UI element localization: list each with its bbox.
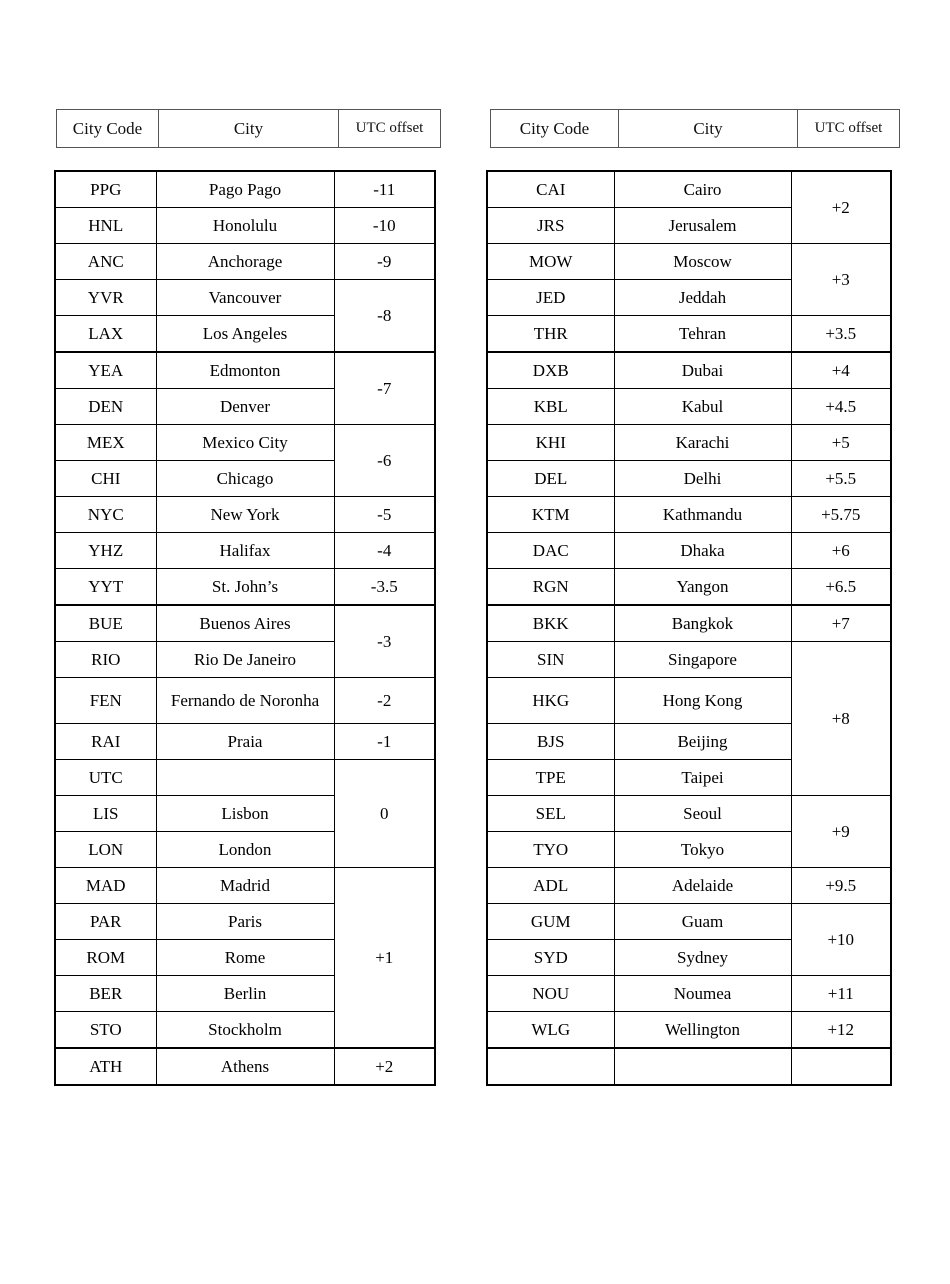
utc-offset-cell: +2 xyxy=(334,1048,435,1085)
utc-offset-cell: -3 xyxy=(334,605,435,678)
city-code-cell: LIS xyxy=(55,796,156,832)
table-row xyxy=(487,533,891,569)
utc-offset-cell: -4 xyxy=(334,533,435,569)
table-row xyxy=(487,497,891,533)
table-row xyxy=(487,868,891,904)
city-code-cell: PPG xyxy=(55,171,156,208)
city-name-cell: Halifax xyxy=(156,533,334,569)
city-name-cell: Anchorage xyxy=(156,244,334,280)
left-timezone-table xyxy=(54,170,436,1086)
utc-offset-cell: +3.5 xyxy=(791,316,891,353)
table-row xyxy=(487,1048,891,1085)
table-row xyxy=(55,605,435,642)
city-code-cell xyxy=(487,1048,614,1085)
city-name-cell: Seoul xyxy=(614,796,791,832)
city-code-cell: NOU xyxy=(487,976,614,1012)
right-timezone-table xyxy=(486,170,892,1086)
city-name-cell: Moscow xyxy=(614,244,791,280)
city-name-cell: Dubai xyxy=(614,352,791,389)
city-code-cell: GUM xyxy=(487,904,614,940)
utc-offset-cell: -1 xyxy=(334,724,435,760)
left-header-table xyxy=(56,109,441,148)
city-code-cell: ATH xyxy=(55,1048,156,1085)
city-code-cell: DXB xyxy=(487,352,614,389)
city-name-cell: New York xyxy=(156,497,334,533)
city-code-cell: JED xyxy=(487,280,614,316)
city-code-cell: TYO xyxy=(487,832,614,868)
city-name-cell: Dhaka xyxy=(614,533,791,569)
table-row xyxy=(487,976,891,1012)
city-name-cell: Rome xyxy=(156,940,334,976)
city-name-cell: Athens xyxy=(156,1048,334,1085)
city-code-cell: KHI xyxy=(487,425,614,461)
city-code-cell: LAX xyxy=(55,316,156,353)
utc-offset-cell: -6 xyxy=(334,425,435,497)
city-name-cell: Edmonton xyxy=(156,352,334,389)
city-code-cell: MOW xyxy=(487,244,614,280)
city-name-cell: Bangkok xyxy=(614,605,791,642)
city-code-cell: YEA xyxy=(55,352,156,389)
utc-offset-cell: +12 xyxy=(791,1012,891,1049)
city-name-cell: Beijing xyxy=(614,724,791,760)
utc-offset-cell: +6 xyxy=(791,533,891,569)
utc-offset-cell: +4 xyxy=(791,352,891,389)
city-name-cell: Mexico City xyxy=(156,425,334,461)
city-name-cell: Vancouver xyxy=(156,280,334,316)
table-row xyxy=(55,724,435,760)
city-code-cell: KTM xyxy=(487,497,614,533)
table-row xyxy=(55,244,435,280)
city-name-cell: Tehran xyxy=(614,316,791,353)
city-code-cell: LON xyxy=(55,832,156,868)
city-code-cell: BER xyxy=(55,976,156,1012)
city-name-cell xyxy=(156,760,334,796)
utc-offset-cell: +5.75 xyxy=(791,497,891,533)
city-name-cell: Berlin xyxy=(156,976,334,1012)
city-code-cell: RAI xyxy=(55,724,156,760)
table-row xyxy=(487,796,891,832)
utc-offset-cell: +2 xyxy=(791,171,891,244)
table-row xyxy=(55,760,435,796)
city-code-cell: YYT xyxy=(55,569,156,606)
table-row xyxy=(487,389,891,425)
city-name-cell: Yangon xyxy=(614,569,791,606)
city-name-cell: London xyxy=(156,832,334,868)
utc-offset-cell: -9 xyxy=(334,244,435,280)
utc-offset-cell: +5.5 xyxy=(791,461,891,497)
city-name-cell: Chicago xyxy=(156,461,334,497)
utc-offset-cell: +9.5 xyxy=(791,868,891,904)
utc-offset-cell: -11 xyxy=(334,171,435,208)
city-code-cell: CHI xyxy=(55,461,156,497)
city-name-cell: Pago Pago xyxy=(156,171,334,208)
utc-offset-cell: +8 xyxy=(791,642,891,796)
city-name-cell: Buenos Aires xyxy=(156,605,334,642)
city-name-cell: Taipei xyxy=(614,760,791,796)
city-name-cell: Karachi xyxy=(614,425,791,461)
city-name-cell: Sydney xyxy=(614,940,791,976)
city-name-cell: Madrid xyxy=(156,868,334,904)
utc-offset-cell: -5 xyxy=(334,497,435,533)
city-name-cell: Honolulu xyxy=(156,208,334,244)
city-code-cell: BJS xyxy=(487,724,614,760)
city-code-cell: UTC xyxy=(55,760,156,796)
city-code-cell: SEL xyxy=(487,796,614,832)
table-row xyxy=(487,425,891,461)
city-code-cell: SIN xyxy=(487,642,614,678)
header-utc-offset: UTC offset xyxy=(339,110,441,148)
city-code-cell: PAR xyxy=(55,904,156,940)
utc-offset-cell: +6.5 xyxy=(791,569,891,606)
city-code-cell: NYC xyxy=(55,497,156,533)
table-row xyxy=(55,425,435,461)
city-code-cell: FEN xyxy=(55,678,156,724)
utc-offset-cell: 0 xyxy=(334,760,435,868)
header-city: City xyxy=(159,110,339,148)
city-name-cell: Stockholm xyxy=(156,1012,334,1049)
utc-offset-cell: -7 xyxy=(334,352,435,425)
utc-offset-cell xyxy=(791,1048,891,1085)
city-name-cell: Tokyo xyxy=(614,832,791,868)
table-row xyxy=(55,280,435,316)
city-name-cell: Singapore xyxy=(614,642,791,678)
right-header-table xyxy=(490,109,900,148)
city-code-cell: ADL xyxy=(487,868,614,904)
table-row xyxy=(55,868,435,904)
city-name-cell: Paris xyxy=(156,904,334,940)
city-code-cell: TPE xyxy=(487,760,614,796)
city-code-cell: MAD xyxy=(55,868,156,904)
table-row xyxy=(487,1012,891,1049)
table-row xyxy=(55,208,435,244)
city-code-cell: YVR xyxy=(55,280,156,316)
table-row xyxy=(487,642,891,678)
city-code-cell: HNL xyxy=(55,208,156,244)
city-code-cell: BUE xyxy=(55,605,156,642)
city-name-cell: Los Angeles xyxy=(156,316,334,353)
city-name-cell: Kathmandu xyxy=(614,497,791,533)
table-row xyxy=(487,569,891,606)
header-utc-offset: UTC offset xyxy=(798,110,900,148)
city-name-cell: Fernando de Noronha xyxy=(156,678,334,724)
city-name-cell: Hong Kong xyxy=(614,678,791,724)
utc-offset-cell: +10 xyxy=(791,904,891,976)
table-row xyxy=(55,497,435,533)
city-name-cell: Guam xyxy=(614,904,791,940)
table-row xyxy=(55,171,435,208)
city-code-cell: STO xyxy=(55,1012,156,1049)
utc-offset-cell: +9 xyxy=(791,796,891,868)
city-code-cell: THR xyxy=(487,316,614,353)
utc-offset-cell: -3.5 xyxy=(334,569,435,606)
utc-offset-cell: -2 xyxy=(334,678,435,724)
city-code-cell: DAC xyxy=(487,533,614,569)
city-name-cell: Noumea xyxy=(614,976,791,1012)
header-city: City xyxy=(619,110,798,148)
utc-offset-cell: -8 xyxy=(334,280,435,353)
city-code-cell: JRS xyxy=(487,208,614,244)
table-row xyxy=(487,605,891,642)
city-name-cell: Kabul xyxy=(614,389,791,425)
city-code-cell: WLG xyxy=(487,1012,614,1049)
utc-offset-cell: -10 xyxy=(334,208,435,244)
header-city-code: City Code xyxy=(57,110,159,148)
city-name-cell: Delhi xyxy=(614,461,791,497)
city-code-cell: MEX xyxy=(55,425,156,461)
city-code-cell: ROM xyxy=(55,940,156,976)
table-row xyxy=(55,1048,435,1085)
city-code-cell: RGN xyxy=(487,569,614,606)
city-code-cell: YHZ xyxy=(55,533,156,569)
city-code-cell: CAI xyxy=(487,171,614,208)
city-name-cell: Lisbon xyxy=(156,796,334,832)
city-code-cell: DEL xyxy=(487,461,614,497)
utc-offset-cell: +7 xyxy=(791,605,891,642)
city-code-cell: RIO xyxy=(55,642,156,678)
city-code-cell: DEN xyxy=(55,389,156,425)
table-row xyxy=(487,352,891,389)
city-name-cell: Rio De Janeiro xyxy=(156,642,334,678)
city-name-cell: Cairo xyxy=(614,171,791,208)
city-code-cell: HKG xyxy=(487,678,614,724)
city-name-cell xyxy=(614,1048,791,1085)
city-name-cell: Jeddah xyxy=(614,280,791,316)
utc-offset-cell: +11 xyxy=(791,976,891,1012)
city-name-cell: Praia xyxy=(156,724,334,760)
utc-offset-cell: +4.5 xyxy=(791,389,891,425)
city-name-cell: Jerusalem xyxy=(614,208,791,244)
utc-offset-cell: +5 xyxy=(791,425,891,461)
table-row xyxy=(55,352,435,389)
utc-offset-cell: +3 xyxy=(791,244,891,316)
city-name-cell: Adelaide xyxy=(614,868,791,904)
city-code-cell: SYD xyxy=(487,940,614,976)
table-row xyxy=(487,461,891,497)
city-code-cell: KBL xyxy=(487,389,614,425)
city-name-cell: Wellington xyxy=(614,1012,791,1049)
table-row xyxy=(487,904,891,940)
utc-offset-cell: +1 xyxy=(334,868,435,1049)
table-row xyxy=(55,678,435,724)
table-row xyxy=(55,569,435,606)
table-row xyxy=(55,533,435,569)
city-code-cell: BKK xyxy=(487,605,614,642)
city-name-cell: St. John’s xyxy=(156,569,334,606)
table-row xyxy=(487,244,891,280)
table-row xyxy=(487,316,891,353)
table-row xyxy=(487,171,891,208)
city-code-cell: ANC xyxy=(55,244,156,280)
city-name-cell: Denver xyxy=(156,389,334,425)
header-city-code: City Code xyxy=(491,110,619,148)
